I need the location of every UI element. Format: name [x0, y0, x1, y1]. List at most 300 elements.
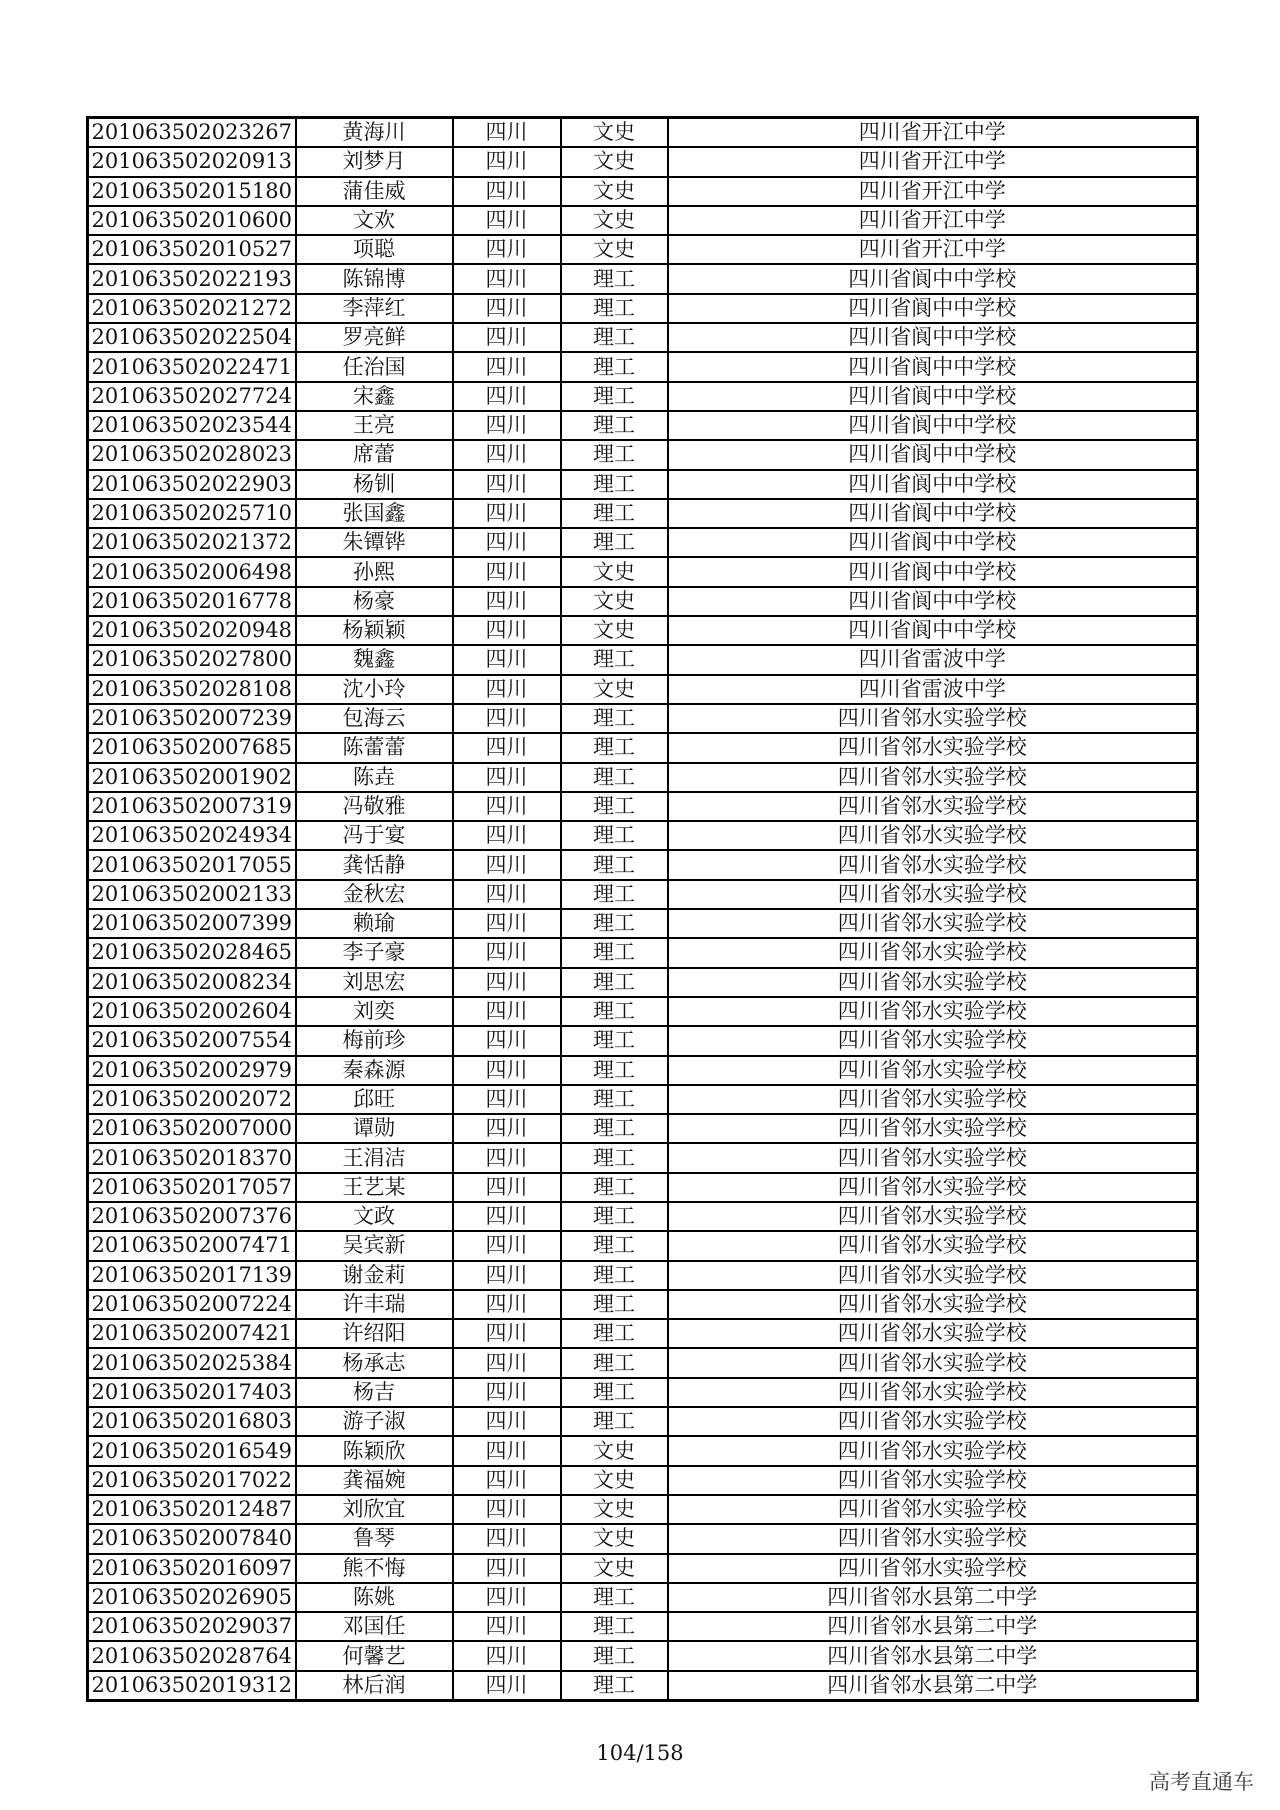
school-cell: 四川省邻水实验学校: [668, 1143, 1198, 1172]
track-cell: 理工: [561, 704, 668, 733]
track-cell: 文史: [561, 1495, 668, 1524]
table-row: [88, 1348, 1198, 1377]
school-cell: 四川省阆中中学校: [668, 440, 1198, 469]
table-row: [88, 1466, 1198, 1495]
student-name-cell: 林后润: [296, 1671, 453, 1701]
table-row: [88, 850, 1198, 879]
school-cell: 四川省阆中中学校: [668, 557, 1198, 586]
track-cell: 理工: [561, 1319, 668, 1348]
track-cell: 理工: [561, 1056, 668, 1085]
table-row: [88, 909, 1198, 938]
school-cell: 四川省邻水实验学校: [668, 1026, 1198, 1055]
student-name-cell: 陈蕾蕾: [296, 733, 453, 762]
table-row: [88, 1261, 1198, 1290]
table-row: [88, 470, 1198, 499]
exam-id-cell: 201063502017403: [88, 1378, 296, 1407]
province-cell: 四川: [453, 850, 561, 879]
exam-id-cell: 201063502007685: [88, 733, 296, 762]
school-cell: 四川省雷波中学: [668, 675, 1198, 704]
student-name-cell: 谢金莉: [296, 1261, 453, 1290]
student-name-cell: 黄海川: [296, 118, 453, 148]
exam-id-cell: 201063502027800: [88, 645, 296, 674]
table-row: [88, 997, 1198, 1026]
province-cell: 四川: [453, 352, 561, 381]
table-row: [88, 1143, 1198, 1172]
track-cell: 理工: [561, 264, 668, 293]
exam-id-cell: 201063502007376: [88, 1202, 296, 1231]
track-cell: 理工: [561, 1114, 668, 1143]
student-name-cell: 李萍红: [296, 294, 453, 323]
track-cell: 理工: [561, 470, 668, 499]
track-cell: 文史: [561, 1466, 668, 1495]
table-row: [88, 177, 1198, 206]
province-cell: 四川: [453, 1524, 561, 1553]
table-row: [88, 499, 1198, 528]
school-cell: 四川省邻水实验学校: [668, 1466, 1198, 1495]
track-cell: 理工: [561, 1290, 668, 1319]
school-cell: 四川省邻水实验学校: [668, 1378, 1198, 1407]
school-cell: 四川省阆中中学校: [668, 587, 1198, 616]
student-name-cell: 游子淑: [296, 1407, 453, 1436]
track-cell: 理工: [561, 1583, 668, 1612]
track-cell: 文史: [561, 118, 668, 148]
track-cell: 理工: [561, 440, 668, 469]
table-row: [88, 1554, 1198, 1583]
student-name-cell: 刘梦月: [296, 147, 453, 176]
exam-id-cell: 201063502017139: [88, 1261, 296, 1290]
province-cell: 四川: [453, 587, 561, 616]
exam-id-cell: 201063502002133: [88, 880, 296, 909]
exam-id-cell: 201063502016549: [88, 1436, 296, 1465]
exam-id-cell: 201063502019312: [88, 1671, 296, 1701]
province-cell: 四川: [453, 264, 561, 293]
student-name-cell: 许绍阳: [296, 1319, 453, 1348]
school-cell: 四川省邻水实验学校: [668, 1085, 1198, 1114]
province-cell: 四川: [453, 909, 561, 938]
exam-id-cell: 201063502029037: [88, 1612, 296, 1641]
student-name-cell: 邓国任: [296, 1612, 453, 1641]
exam-id-cell: 201063502028764: [88, 1641, 296, 1670]
track-cell: 理工: [561, 997, 668, 1026]
exam-id-cell: 201063502007239: [88, 704, 296, 733]
student-name-cell: 杨颖颖: [296, 616, 453, 645]
student-name-cell: 杨钏: [296, 470, 453, 499]
track-cell: 理工: [561, 1378, 668, 1407]
province-cell: 四川: [453, 1436, 561, 1465]
province-cell: 四川: [453, 1085, 561, 1114]
exam-id-cell: 201063502002072: [88, 1085, 296, 1114]
table-row: [88, 821, 1198, 850]
exam-id-cell: 201063502022471: [88, 352, 296, 381]
school-cell: 四川省邻水县第二中学: [668, 1641, 1198, 1670]
school-cell: 四川省阆中中学校: [668, 352, 1198, 381]
table-row: [88, 352, 1198, 381]
exam-id-cell: 201063502017057: [88, 1173, 296, 1202]
exam-id-cell: 201063502015180: [88, 177, 296, 206]
exam-id-cell: 201063502016097: [88, 1554, 296, 1583]
table-row: [88, 1026, 1198, 1055]
track-cell: 理工: [561, 938, 668, 967]
table-row: [88, 118, 1198, 148]
roster-table-body: [88, 118, 1198, 1701]
table-row: [88, 1583, 1198, 1612]
province-cell: 四川: [453, 557, 561, 586]
province-cell: 四川: [453, 1407, 561, 1436]
province-cell: 四川: [453, 1173, 561, 1202]
student-name-cell: 王艺某: [296, 1173, 453, 1202]
student-name-cell: 何馨艺: [296, 1641, 453, 1670]
province-cell: 四川: [453, 235, 561, 264]
school-cell: 四川省阆中中学校: [668, 411, 1198, 440]
track-cell: 理工: [561, 1173, 668, 1202]
province-cell: 四川: [453, 323, 561, 352]
table-row: [88, 1641, 1198, 1670]
exam-id-cell: 201063502016803: [88, 1407, 296, 1436]
track-cell: 理工: [561, 1026, 668, 1055]
exam-id-cell: 201063502018370: [88, 1143, 296, 1172]
province-cell: 四川: [453, 675, 561, 704]
table-row: [88, 206, 1198, 235]
student-name-cell: 熊不悔: [296, 1554, 453, 1583]
student-name-cell: 李子豪: [296, 938, 453, 967]
student-name-cell: 杨豪: [296, 587, 453, 616]
student-name-cell: 刘欣宜: [296, 1495, 453, 1524]
track-cell: 理工: [561, 645, 668, 674]
school-cell: 四川省雷波中学: [668, 645, 1198, 674]
province-cell: 四川: [453, 1466, 561, 1495]
student-name-cell: 席蕾: [296, 440, 453, 469]
exam-id-cell: 201063502026905: [88, 1583, 296, 1612]
school-cell: 四川省邻水实验学校: [668, 1407, 1198, 1436]
track-cell: 文史: [561, 1436, 668, 1465]
track-cell: 文史: [561, 675, 668, 704]
school-cell: 四川省阆中中学校: [668, 323, 1198, 352]
table-row: [88, 1231, 1198, 1260]
table-row: [88, 1407, 1198, 1436]
exam-id-cell: 201063502021372: [88, 528, 296, 557]
school-cell: 四川省邻水实验学校: [668, 1436, 1198, 1465]
table-row: [88, 1173, 1198, 1202]
school-cell: 四川省邻水实验学校: [668, 733, 1198, 762]
exam-id-cell: 201063502022903: [88, 470, 296, 499]
table-row: [88, 675, 1198, 704]
school-cell: 四川省邻水实验学校: [668, 1173, 1198, 1202]
school-cell: 四川省阆中中学校: [668, 264, 1198, 293]
table-row: [88, 1524, 1198, 1553]
student-name-cell: 刘思宏: [296, 968, 453, 997]
track-cell: 文史: [561, 557, 668, 586]
exam-id-cell: 201063502002604: [88, 997, 296, 1026]
exam-id-cell: 201063502028023: [88, 440, 296, 469]
province-cell: 四川: [453, 147, 561, 176]
school-cell: 四川省邻水县第二中学: [668, 1583, 1198, 1612]
student-name-cell: 冯敬雅: [296, 792, 453, 821]
student-name-cell: 宋鑫: [296, 382, 453, 411]
province-cell: 四川: [453, 440, 561, 469]
track-cell: 理工: [561, 1085, 668, 1114]
table-row: [88, 587, 1198, 616]
exam-id-cell: 201063502028465: [88, 938, 296, 967]
school-cell: 四川省邻水实验学校: [668, 1114, 1198, 1143]
table-row: [88, 880, 1198, 909]
exam-id-cell: 201063502007554: [88, 1026, 296, 1055]
exam-id-cell: 201063502008234: [88, 968, 296, 997]
table-row: [88, 1436, 1198, 1465]
table-row: [88, 1495, 1198, 1524]
exam-id-cell: 201063502007421: [88, 1319, 296, 1348]
exam-id-cell: 201063502002979: [88, 1056, 296, 1085]
province-cell: 四川: [453, 821, 561, 850]
student-name-cell: 魏鑫: [296, 645, 453, 674]
table-row: [88, 323, 1198, 352]
province-cell: 四川: [453, 1348, 561, 1377]
exam-id-cell: 201063502021272: [88, 294, 296, 323]
school-cell: 四川省邻水实验学校: [668, 1348, 1198, 1377]
table-row: [88, 704, 1198, 733]
table-row: [88, 1319, 1198, 1348]
track-cell: 理工: [561, 909, 668, 938]
track-cell: 理工: [561, 1231, 668, 1260]
student-name-cell: 鲁琴: [296, 1524, 453, 1553]
province-cell: 四川: [453, 763, 561, 792]
student-name-cell: 文政: [296, 1202, 453, 1231]
province-cell: 四川: [453, 1641, 561, 1670]
track-cell: 文史: [561, 616, 668, 645]
exam-id-cell: 201063502007471: [88, 1231, 296, 1260]
student-name-cell: 朱镡铧: [296, 528, 453, 557]
student-name-cell: 龚福婉: [296, 1466, 453, 1495]
school-cell: 四川省邻水实验学校: [668, 968, 1198, 997]
province-cell: 四川: [453, 1202, 561, 1231]
exam-id-cell: 201063502025384: [88, 1348, 296, 1377]
exam-id-cell: 201063502022504: [88, 323, 296, 352]
track-cell: 文史: [561, 147, 668, 176]
exam-id-cell: 201063502010600: [88, 206, 296, 235]
school-cell: 四川省邻水实验学校: [668, 1524, 1198, 1553]
student-name-cell: 罗亮鲜: [296, 323, 453, 352]
track-cell: 理工: [561, 411, 668, 440]
school-cell: 四川省邻水实验学校: [668, 821, 1198, 850]
school-cell: 四川省阆中中学校: [668, 382, 1198, 411]
province-cell: 四川: [453, 1231, 561, 1260]
school-cell: 四川省邻水实验学校: [668, 997, 1198, 1026]
track-cell: 理工: [561, 821, 668, 850]
province-cell: 四川: [453, 1378, 561, 1407]
student-name-cell: 刘奕: [296, 997, 453, 1026]
exam-id-cell: 201063502007319: [88, 792, 296, 821]
track-cell: 理工: [561, 352, 668, 381]
province-cell: 四川: [453, 528, 561, 557]
table-row: [88, 440, 1198, 469]
student-name-cell: 杨吉: [296, 1378, 453, 1407]
exam-id-cell: 201063502022193: [88, 264, 296, 293]
table-row: [88, 1290, 1198, 1319]
track-cell: 理工: [561, 1202, 668, 1231]
exam-id-cell: 201063502024934: [88, 821, 296, 850]
table-row: [88, 294, 1198, 323]
student-name-cell: 金秋宏: [296, 880, 453, 909]
exam-id-cell: 201063502017055: [88, 850, 296, 879]
student-name-cell: 许丰瑞: [296, 1290, 453, 1319]
exam-id-cell: 201063502017022: [88, 1466, 296, 1495]
track-cell: 理工: [561, 1407, 668, 1436]
track-cell: 理工: [561, 792, 668, 821]
exam-id-cell: 201063502025710: [88, 499, 296, 528]
track-cell: 理工: [561, 968, 668, 997]
province-cell: 四川: [453, 206, 561, 235]
school-cell: 四川省阆中中学校: [668, 528, 1198, 557]
school-cell: 四川省邻水实验学校: [668, 1202, 1198, 1231]
exam-id-cell: 201063502023544: [88, 411, 296, 440]
exam-id-cell: 201063502023267: [88, 118, 296, 148]
province-cell: 四川: [453, 792, 561, 821]
school-cell: 四川省阆中中学校: [668, 294, 1198, 323]
exam-id-cell: 201063502007000: [88, 1114, 296, 1143]
province-cell: 四川: [453, 470, 561, 499]
track-cell: 文史: [561, 587, 668, 616]
exam-id-cell: 201063502020913: [88, 147, 296, 176]
province-cell: 四川: [453, 1114, 561, 1143]
table-row: [88, 616, 1198, 645]
school-cell: 四川省开江中学: [668, 118, 1198, 148]
table-row: [88, 1378, 1198, 1407]
table-row: [88, 1612, 1198, 1641]
table-row: [88, 733, 1198, 762]
province-cell: 四川: [453, 382, 561, 411]
table-row: [88, 1056, 1198, 1085]
student-name-cell: 冯于宴: [296, 821, 453, 850]
page-number: 104/158: [596, 1741, 684, 1765]
track-cell: 文史: [561, 235, 668, 264]
track-cell: 文史: [561, 206, 668, 235]
track-cell: 理工: [561, 1143, 668, 1172]
school-cell: 四川省开江中学: [668, 206, 1198, 235]
province-cell: 四川: [453, 499, 561, 528]
student-name-cell: 陈锦博: [296, 264, 453, 293]
track-cell: 理工: [561, 499, 668, 528]
table-row: [88, 1114, 1198, 1143]
exam-id-cell: 201063502007399: [88, 909, 296, 938]
table-row: [88, 235, 1198, 264]
province-cell: 四川: [453, 1671, 561, 1701]
exam-id-cell: 201063502010527: [88, 235, 296, 264]
province-cell: 四川: [453, 1290, 561, 1319]
exam-id-cell: 201063502020948: [88, 616, 296, 645]
school-cell: 四川省阆中中学校: [668, 470, 1198, 499]
student-name-cell: 张国鑫: [296, 499, 453, 528]
exam-id-cell: 201063502016778: [88, 587, 296, 616]
province-cell: 四川: [453, 411, 561, 440]
province-cell: 四川: [453, 997, 561, 1026]
track-cell: 理工: [561, 1641, 668, 1670]
track-cell: 理工: [561, 880, 668, 909]
province-cell: 四川: [453, 645, 561, 674]
student-name-cell: 包海云: [296, 704, 453, 733]
school-cell: 四川省邻水实验学校: [668, 1495, 1198, 1524]
school-cell: 四川省邻水实验学校: [668, 1231, 1198, 1260]
province-cell: 四川: [453, 177, 561, 206]
exam-id-cell: 201063502006498: [88, 557, 296, 586]
province-cell: 四川: [453, 118, 561, 148]
school-cell: 四川省阆中中学校: [668, 499, 1198, 528]
student-name-cell: 邱旺: [296, 1085, 453, 1114]
province-cell: 四川: [453, 1583, 561, 1612]
exam-id-cell: 201063502007224: [88, 1290, 296, 1319]
province-cell: 四川: [453, 733, 561, 762]
track-cell: 理工: [561, 850, 668, 879]
table-row: [88, 411, 1198, 440]
watermark-text: 高考直通车: [1149, 1770, 1254, 1794]
table-row: [88, 264, 1198, 293]
school-cell: 四川省邻水实验学校: [668, 792, 1198, 821]
track-cell: 理工: [561, 1348, 668, 1377]
track-cell: 文史: [561, 1554, 668, 1583]
student-name-cell: 秦森源: [296, 1056, 453, 1085]
school-cell: 四川省开江中学: [668, 177, 1198, 206]
track-cell: 理工: [561, 1261, 668, 1290]
track-cell: 文史: [561, 177, 668, 206]
student-name-cell: 陈颖欣: [296, 1436, 453, 1465]
province-cell: 四川: [453, 1261, 561, 1290]
track-cell: 理工: [561, 1671, 668, 1701]
exam-id-cell: 201063502007840: [88, 1524, 296, 1553]
province-cell: 四川: [453, 1612, 561, 1641]
track-cell: 文史: [561, 1524, 668, 1553]
school-cell: 四川省邻水县第二中学: [668, 1612, 1198, 1641]
school-cell: 四川省邻水实验学校: [668, 763, 1198, 792]
school-cell: 四川省开江中学: [668, 147, 1198, 176]
track-cell: 理工: [561, 294, 668, 323]
student-name-cell: 吴宾新: [296, 1231, 453, 1260]
table-row: [88, 382, 1198, 411]
province-cell: 四川: [453, 1495, 561, 1524]
exam-id-cell: 201063502012487: [88, 1495, 296, 1524]
table-row: [88, 968, 1198, 997]
school-cell: 四川省邻水实验学校: [668, 1261, 1198, 1290]
table-row: [88, 557, 1198, 586]
province-cell: 四川: [453, 704, 561, 733]
school-cell: 四川省邻水县第二中学: [668, 1671, 1198, 1701]
province-cell: 四川: [453, 616, 561, 645]
school-cell: 四川省邻水实验学校: [668, 938, 1198, 967]
table-row: [88, 147, 1198, 176]
student-name-cell: 沈小玲: [296, 675, 453, 704]
province-cell: 四川: [453, 880, 561, 909]
province-cell: 四川: [453, 1143, 561, 1172]
school-cell: 四川省阆中中学校: [668, 616, 1198, 645]
student-name-cell: 梅前珍: [296, 1026, 453, 1055]
track-cell: 理工: [561, 528, 668, 557]
table-row: [88, 1202, 1198, 1231]
track-cell: 理工: [561, 733, 668, 762]
table-row: [88, 528, 1198, 557]
province-cell: 四川: [453, 1056, 561, 1085]
track-cell: 理工: [561, 1612, 668, 1641]
student-name-cell: 项聪: [296, 235, 453, 264]
student-name-cell: 文欢: [296, 206, 453, 235]
table-row: [88, 792, 1198, 821]
school-cell: 四川省邻水实验学校: [668, 704, 1198, 733]
school-cell: 四川省邻水实验学校: [668, 1056, 1198, 1085]
school-cell: 四川省开江中学: [668, 235, 1198, 264]
exam-id-cell: 201063502001902: [88, 763, 296, 792]
student-name-cell: 谭勋: [296, 1114, 453, 1143]
table-row: [88, 645, 1198, 674]
track-cell: 理工: [561, 763, 668, 792]
student-name-cell: 陈姚: [296, 1583, 453, 1612]
student-name-cell: 王亮: [296, 411, 453, 440]
table-row: [88, 1085, 1198, 1114]
